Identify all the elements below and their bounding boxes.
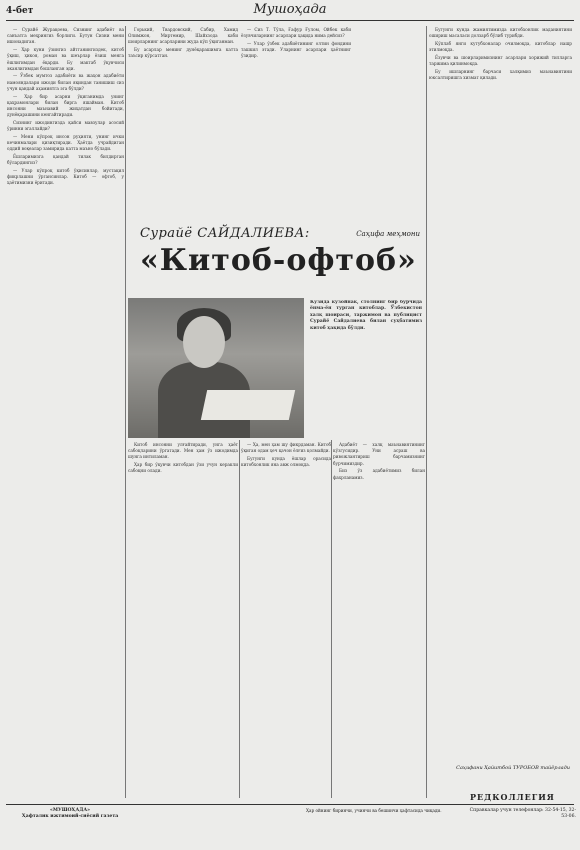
paragraph: — Ўзбек мумтоз адабиёти ва жаҳон адабиёти намояндалари ижоди билан яқиндан танишиш сиз учун қандай аҳамиятга эга бўлди? bbox=[7, 73, 124, 91]
article-column-2 bbox=[128, 27, 238, 220]
paragraph: Горький, Твардовский, Сабир, Хамид Олимжон, Миртемир, Шайхзода каби шоирларнинг асарларини жуда кўп ўқиганман. bbox=[128, 27, 238, 45]
page-number: 4-бет bbox=[6, 6, 34, 16]
editorial-board: РЕДКОЛЛЕГИЯ bbox=[470, 792, 555, 802]
article-intro: Кўзида кўзойнак, столнинг бир бурчида ёнма-ён турган китоблар. Ўзбекистон халқ шоираси, таржимон ва публицист Сурайё Сайдалиева билан суҳбатимиз китоб ҳақида бўлди. bbox=[310, 300, 422, 331]
paragraph: — Ҳар куни ўзингиз айтганингиздек, китоб ўқиш, ҳикоя, роман ва шеърлар ёзиш менга ёшлигимдан ёқарди. Бу мактаб ўқувчиси эканлигимдан бошланган эди. bbox=[7, 47, 124, 71]
column-divider bbox=[239, 440, 240, 798]
article-column-5 bbox=[241, 442, 331, 796]
column-divider bbox=[125, 26, 126, 798]
paragraph: Бу асарлар менинг дунёқарашимга катта таъсир кўрсатган. bbox=[128, 47, 238, 59]
article-column-6 bbox=[333, 442, 425, 796]
paragraph: — Улар ўзбек адабиётининг олтин фондини ташкил этади. Уларнинг асарлари ҳаётнинг ўзидир. bbox=[241, 40, 351, 59]
paragraph: Ҳар бир ўқувчи китобдан ўзи учун керакли сабоқни олади. bbox=[128, 462, 238, 474]
masthead: Мушоҳада bbox=[253, 2, 327, 17]
paragraph: Бугунги кунда ёшлар орасида китобхонлик яна авж олмоқда. bbox=[241, 455, 331, 468]
headline-title: «Китоб-офтоб» bbox=[140, 243, 417, 278]
paragraph: Бу ишларнинг барчаси халқимиз маънавиятини юксалтиришга хизмат қилади. bbox=[429, 68, 572, 80]
article-column-1 bbox=[7, 27, 124, 796]
paragraph: — Сурайё Журақоева, Сизнинг адабиёт ва санъатга меҳрингиз борлиги. Бутун Сизни мени ишонадиган. bbox=[7, 27, 124, 45]
column-divider bbox=[331, 440, 332, 798]
paragraph: — Ҳа, мен ҳам шу фикрдаман. Китоб ўқиган одам ҳеч қачон ёлғиз қолмайди. bbox=[241, 442, 331, 454]
paragraph: Китоб инсонни улғайтиради, унга ҳаёт сабоқларини ўргатади. Мен ҳам ўз ижодимда шунга интиламан. bbox=[128, 442, 238, 460]
paragraph: — Улар кўпроқ китоб ўқисинлар, мустақил фикрлашни ўргансинлар. Китоб — офтоб, у ҳаётимизни ёритади. bbox=[7, 167, 124, 186]
paragraph: — Ҳар бир асарни ўқиганимда унинг қаҳрамонлари билан бирга яшайман. Китоб инсонни маънавий жиҳатдан бойитади, дунёқарашини кенгайтиради. bbox=[7, 93, 124, 118]
article-column-4 bbox=[128, 442, 238, 796]
header-rule bbox=[6, 20, 574, 21]
paragraph: Кўплаб янги кутубхоналар очилмоқда, китоблар нашр этилмоқда. bbox=[429, 40, 572, 53]
footer-title: «МУШОҲАДА» bbox=[50, 808, 90, 813]
article-column-right bbox=[429, 27, 572, 796]
footer-subtitle: Ҳафталик ижтимоий-сиёсий газета bbox=[21, 814, 119, 819]
paragraph: Сизнинг ижодингизда қайси мавзулар асосий ўринни эгаллайди? bbox=[7, 119, 124, 132]
footer-schedule: Ҳар ойнинг биринчи, учинчи ва бешинчи ҳафтасида чиқади. bbox=[306, 808, 442, 813]
footer-phones: Справкалар учун телефонлар: 32-54-15, 32-53-06. bbox=[469, 808, 576, 819]
paragraph: — Сиз Т. Тўла, Ғафур Ғулом, Ойбек каби ёзувчиларнинг асарлари ҳақида нима дейсиз? bbox=[241, 27, 351, 39]
paragraph: Биз ўз адабиётимиз билан фахрланамиз. bbox=[333, 468, 425, 480]
paragraph: Бугунги кунда жамиятимизда китобхонлик маданиятини ошириш масаласи долзарб бўлиб турибди. bbox=[429, 27, 572, 39]
paragraph: Ёзувчи ва шоирларимизнинг асарлари хорижий тилларга таржима қилинмоқда. bbox=[429, 54, 572, 67]
paragraph: Ёшларимизга қандай тилак билдирган бўлардингиз? bbox=[7, 153, 124, 166]
author-photo bbox=[128, 298, 304, 438]
column-divider bbox=[426, 26, 427, 798]
paragraph: — Мени кўпроқ инсон руҳияти, унинг ички кечинмалари қизиқтиради. Ҳаётда учрайдиган оддий воқеалар замирида катта маъно бўлади. bbox=[7, 133, 124, 152]
paragraph: Адабиёт — халқ маънавиятининг кўзгусидир. Уни асраш ва ривожлантириш барчамизнинг бурчимиздир. bbox=[333, 442, 425, 466]
footer-publication bbox=[10, 808, 130, 820]
footer-imprint bbox=[6, 804, 574, 845]
headline-author: Сурайё САЙДАЛИЕВА: bbox=[140, 226, 310, 241]
article-signature: Саҳифани Ҳайитбой ТУРОБОВ тайёрлади bbox=[456, 765, 570, 771]
article-column-3 bbox=[241, 27, 351, 220]
page-guest-label: Саҳифа меҳмони bbox=[356, 230, 420, 238]
